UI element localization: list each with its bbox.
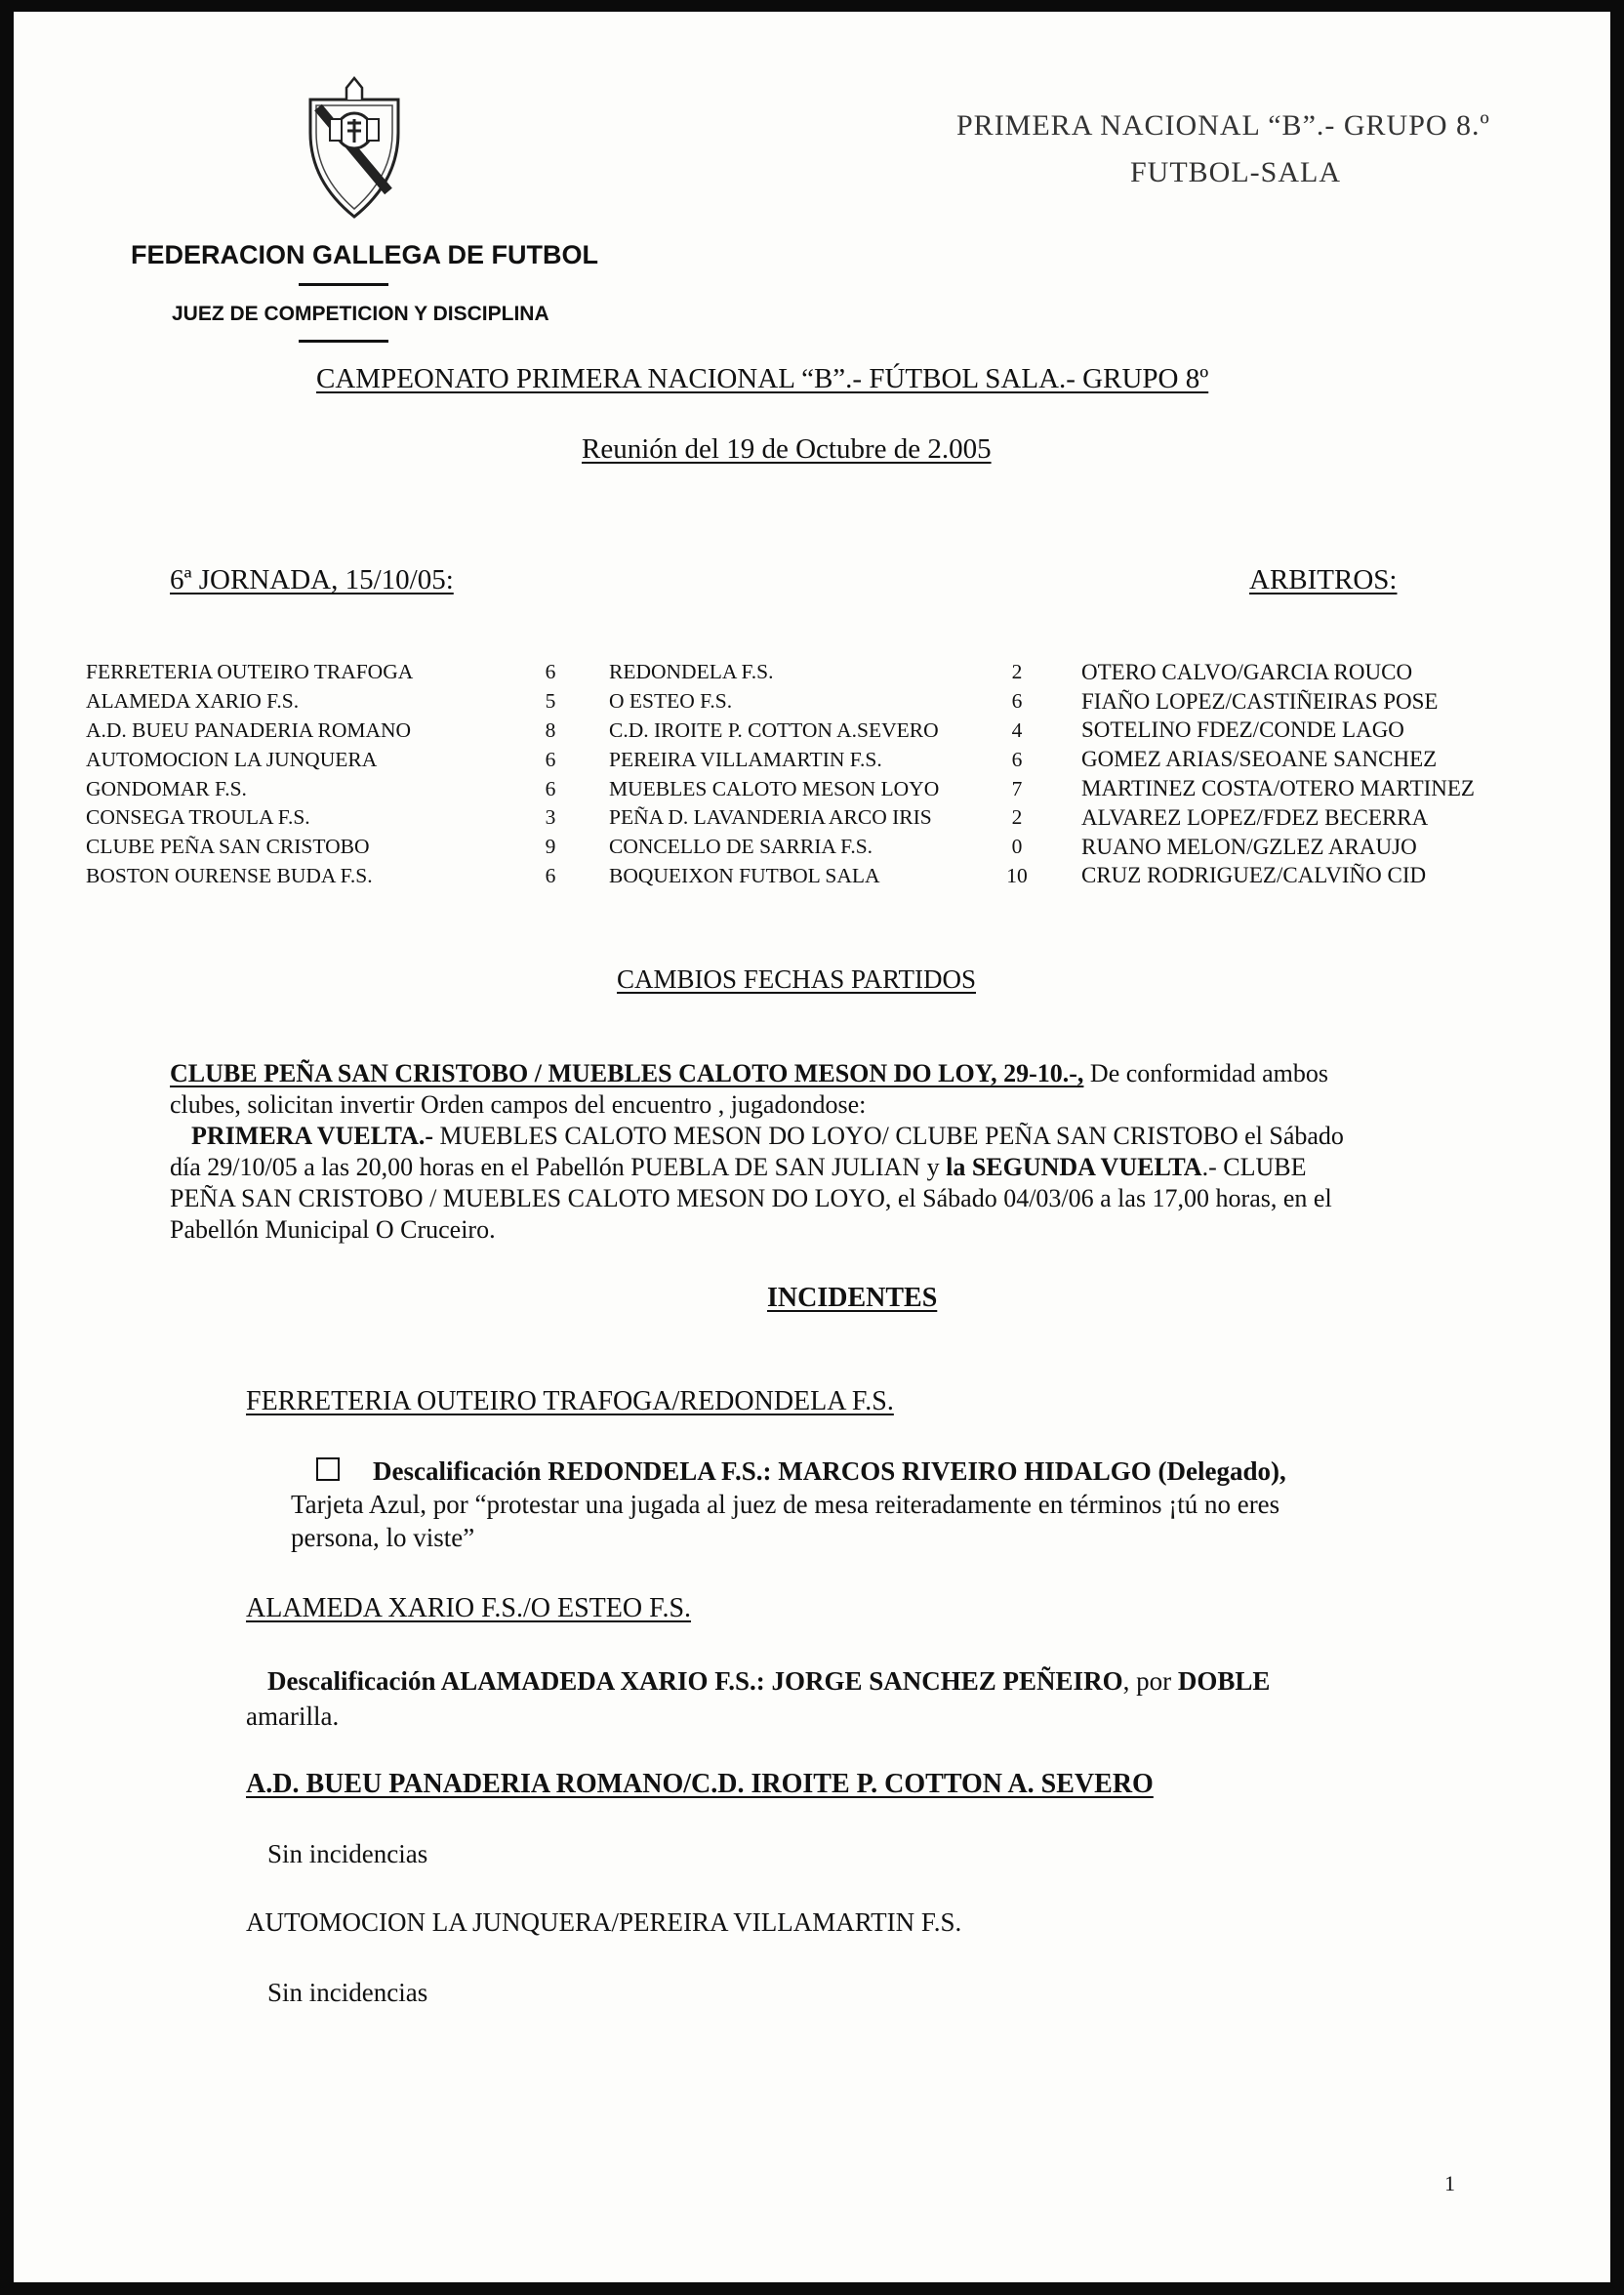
away-score: 4 (1011, 717, 1023, 742)
changes-line: clubes, solicitan invertir Orden campos del encuentro , jugadondose: (170, 1090, 867, 1119)
home-team: AUTOMOCION LA JUNQUERA (86, 747, 378, 771)
away-score: 6 (1011, 747, 1023, 771)
home-score: 6 (545, 776, 556, 800)
table-row (86, 833, 1475, 862)
home-team: GONDOMAR F.S. (86, 776, 247, 800)
category-line-1: PRIMERA NACIONAL “B”.- GRUPO 8.º (956, 109, 1490, 142)
referees: SOTELINO FDEZ/CONDE LAGO (1081, 717, 1404, 743)
referees: ALVAREZ LOPEZ/FDEZ BECERRA (1081, 804, 1429, 830)
incident-text: DOBLE (1177, 1666, 1271, 1696)
changes-match-title: CLUBE PEÑA SAN CRISTOBO / MUEBLES CALOTO MESON DO LOY, 29-10.-, (170, 1059, 1084, 1087)
referees: RUANO MELON/GZLEZ ARAUJO (1081, 834, 1417, 859)
incidents-heading: INCIDENTES (767, 1283, 938, 1313)
committee-name: JUEZ DE COMPETICION Y DISCIPLINA (172, 303, 549, 325)
home-team: BOSTON OURENSE BUDA F.S. (86, 863, 373, 887)
changes-heading: CAMBIOS FECHAS PARTIDOS (617, 964, 976, 994)
home-score: 6 (545, 863, 556, 887)
home-score: 3 (545, 805, 556, 830)
incident-text: Sin incidencias (267, 1978, 428, 2007)
changes-line: PEÑA SAN CRISTOBO / MUEBLES CALOTO MESON DO LOYO, el Sábado 04/03/06 a las 17,00 horas, en el (170, 1184, 1332, 1212)
referees: CRUZ RODRIGUEZ/CALVIÑO CID (1081, 863, 1427, 888)
incident-text: persona, lo viste” (291, 1523, 475, 1552)
referees: OTERO CALVO/GARCIA ROUCO (1081, 659, 1413, 684)
away-score: 2 (1011, 805, 1023, 830)
home-team: CLUBE PEÑA SAN CRISTOBO (86, 835, 370, 859)
away-team: REDONDELA F.S. (609, 660, 774, 684)
table-row (86, 658, 1475, 687)
away-score: 0 (1011, 835, 1023, 859)
away-score: 2 (1011, 660, 1023, 684)
table-row (86, 774, 1475, 803)
home-score: 6 (545, 747, 556, 771)
away-score: 7 (1011, 776, 1023, 800)
referees: FIAÑO LOPEZ/CASTIÑEIRAS POSE (1081, 688, 1439, 714)
away-team: C.D. IROITE P. COTTON A.SEVERO (609, 717, 939, 742)
incident-text: Descalificación REDONDELA F.S.: MARCOS RIVEIRO HIDALGO (Delegado), (373, 1456, 1286, 1486)
matchday-heading: 6ª JORNADA, 15/10/05: (170, 564, 454, 595)
home-team: CONSEGA TROULA F.S. (86, 805, 310, 830)
away-team: PEREIRA VILLAMARTIN F.S. (609, 747, 882, 771)
changes-intro: De conformidad ambos (1083, 1059, 1328, 1087)
checkbox-icon (316, 1457, 340, 1481)
table-row (86, 717, 1475, 746)
document-page (14, 12, 1610, 2282)
incident-match-title: A.D. BUEU PANADERIA ROMANO/C.D. IROITE P. COTTON A. SEVERO (246, 1769, 1154, 1799)
table-row (86, 745, 1475, 774)
page-number: 1 (1444, 2171, 1455, 2195)
results-table (86, 658, 1475, 890)
referees: GOMEZ ARIAS/SEOANE SANCHEZ (1081, 747, 1438, 772)
away-team: CONCELLO DE SARRIA F.S. (609, 835, 873, 859)
first-leg-text: MUEBLES CALOTO MESON DO LOYO/ CLUBE PEÑA SAN CRISTOBO el Sábado (433, 1122, 1344, 1150)
divider (299, 340, 388, 343)
away-score: 10 (1006, 863, 1028, 887)
home-team: ALAMEDA XARIO F.S. (86, 689, 300, 714)
away-team: BOQUEIXON FUTBOL SALA (609, 863, 880, 887)
home-team: FERRETERIA OUTEIRO TRAFOGA (86, 660, 414, 684)
incident-match-title: FERRETERIA OUTEIRO TRAFOGA/REDONDELA F.S. (246, 1386, 894, 1416)
incident-text: Tarjeta Azul, por “protestar una jugada al juez de mesa reiteradamente en términos ¡tú no eres (291, 1490, 1280, 1519)
incident-match-title: AUTOMOCION LA JUNQUERA/PEREIRA VILLAMARTIN F.S. (246, 1907, 962, 1937)
home-team: A.D. BUEU PANADERIA ROMANO (86, 717, 412, 742)
changes-line: Pabellón Municipal O Cruceiro. (170, 1215, 496, 1244)
home-score: 8 (545, 717, 556, 742)
category-line-2: FUTBOL-SALA (1130, 156, 1342, 188)
incident-text: , por (1122, 1666, 1178, 1696)
federation-name: FEDERACION GALLEGA DE FUTBOL (131, 240, 598, 269)
home-score: 9 (545, 835, 556, 859)
incident-block (246, 1663, 1505, 1734)
incident-text: ALAMADEDA XARIO F.S.: JORGE SANCHEZ PEÑEIRO (435, 1666, 1123, 1696)
away-team: MUEBLES CALOTO MESON LOYO (609, 776, 940, 800)
changes-paragraph (170, 1058, 1526, 1246)
incident-text: Sin incidencias (267, 1839, 428, 1868)
table-row (86, 687, 1475, 717)
document-title: CAMPEONATO PRIMERA NACIONAL “B”.- FÚTBOL SALA.- GRUPO 8º (316, 363, 1209, 394)
changes-line: día 29/10/05 a las 20,00 horas en el Pabellón PUEBLA DE SAN JULIAN y (170, 1153, 947, 1181)
second-leg-label: la SEGUNDA VUELTA (946, 1153, 1202, 1181)
first-leg-label: PRIMERA VUELTA.- (191, 1122, 434, 1150)
home-score: 6 (545, 660, 556, 684)
away-team: O ESTEO F.S. (609, 689, 733, 714)
divider (299, 283, 388, 286)
incident-block (291, 1455, 1501, 1554)
meeting-date: Reunión del 19 de Octubre de 2.005 (582, 433, 992, 465)
home-score: 5 (545, 689, 556, 714)
away-score: 6 (1011, 689, 1023, 714)
table-row (86, 803, 1475, 833)
federation-crest-icon (301, 74, 408, 221)
changes-line: .- CLUBE (1201, 1153, 1307, 1181)
table-row (86, 862, 1475, 891)
incident-text: Descalificación (267, 1666, 436, 1696)
away-team: PEÑA D. LAVANDERIA ARCO IRIS (609, 805, 932, 830)
incident-text: amarilla. (246, 1701, 340, 1731)
referees-heading: ARBITROS: (1249, 564, 1398, 595)
referees: MARTINEZ COSTA/OTERO MARTINEZ (1081, 776, 1475, 801)
incident-match-title: ALAMEDA XARIO F.S./O ESTEO F.S. (246, 1593, 692, 1623)
